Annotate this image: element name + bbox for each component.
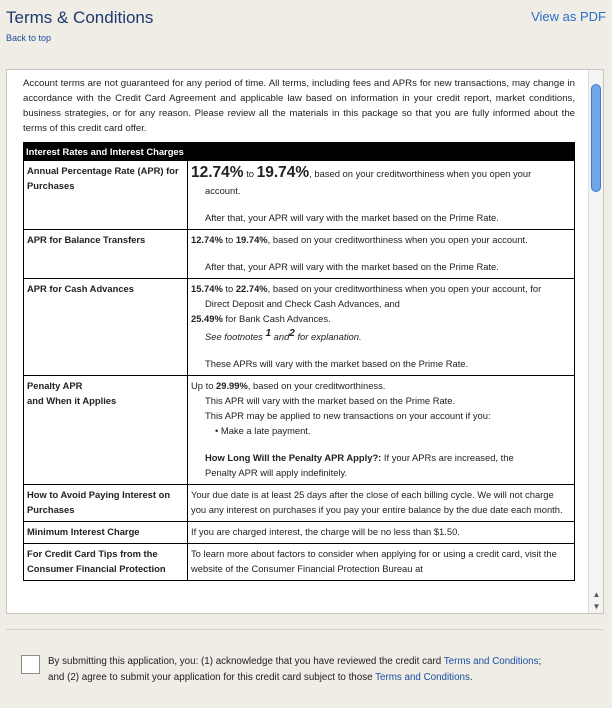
purchase-rate-high: 19.74% (256, 164, 310, 181)
cash-note: These APRs will vary with the market based on the Prime Rate. (205, 358, 469, 370)
penalty-suffix: , based on your creditworthiness. (247, 380, 386, 392)
penalty-label-2: and When it Applies (27, 395, 117, 407)
scroll-up-arrow-icon[interactable]: ▲ (592, 590, 601, 599)
table-row (24, 522, 575, 544)
terms-content (7, 70, 589, 613)
scrollbar-thumb[interactable] (591, 84, 601, 192)
row-value-penalty-apr (188, 376, 575, 485)
row-label-tips: For Credit Card Tips from the Consumer Financial Protection (24, 544, 188, 581)
footnote-pre: See footnotes (205, 331, 266, 343)
purchase-note: After that, your APR will vary with the market based on the Prime Rate. (205, 212, 499, 223)
footnote-post: for explanation. (294, 331, 362, 343)
cash-rate-to: to (225, 283, 234, 294)
cash-rate-low: 15.74% (191, 283, 223, 294)
agreement-text-1: By submitting this application, you: (1) acknowledge that you have reviewed the credit card (48, 656, 444, 667)
agreement-panel (6, 629, 604, 701)
purchase-rate-cont: account. (205, 185, 241, 196)
back-to-top-link[interactable]: Back to top (6, 33, 52, 43)
row-label-avoid-interest: How to Avoid Paying Interest on Purchases (24, 485, 188, 522)
balance-rate-suffix: , based on your creditworthiness when you open your account. (267, 234, 528, 245)
agreement-text-3: and (2) agree to submit your application for this credit card subject to those (48, 672, 376, 683)
footnote-1: 1 (265, 328, 272, 339)
penalty-line-3: This APR may be applied to new transactions on your account if you: (205, 410, 491, 422)
row-value-avoid-interest: Your due date is at least 25 days after the close of each billing cycle. We will not charge you any interest on purchases if you pay your entire balance by the due date each month. (188, 485, 575, 522)
intro-paragraph: Account terms are not guaranteed for any period of time. All terms, including fees and APRs for new transactions, may change in accordance with the Credit Card Agreement and applicable law based on information in your credit report, market conditions, business strategies, or for any reason. Please review all the materials in this package so that you are fully informed about the terms of this credit card offer. (23, 78, 575, 134)
penalty-answer-cont: Penalty APR will apply indefinitely. (205, 467, 348, 479)
cash-rate-cont: Direct Deposit and Check Cash Advances, and (205, 298, 400, 309)
page-header (0, 0, 612, 60)
purchase-rate-to: to (246, 168, 255, 179)
penalty-question: How Long Will the Penalty APR Apply?: (205, 452, 382, 464)
bank-cash-suffix: for Bank Cash Advances. (222, 313, 331, 324)
scroll-down-arrow-icon[interactable]: ▼ (592, 602, 601, 611)
balance-note: After that, your APR will vary with the market based on the Prime Rate. (205, 261, 499, 272)
view-as-pdf-link[interactable]: View as PDF (531, 9, 606, 24)
penalty-line-2: This APR will vary with the market based on the Prime Rate. (205, 395, 456, 407)
row-label-purchase-apr: Annual Percentage Rate (APR) for Purchases (24, 161, 188, 230)
purchase-rate-low: 12.74% (191, 164, 244, 181)
terms-scroll-box[interactable] (6, 69, 604, 614)
table-heading: Interest Rates and Interest Charges (24, 143, 575, 161)
row-value-purchase-apr (188, 161, 575, 230)
footnote-mid: and (271, 331, 290, 343)
balance-rate-to: to (225, 234, 234, 245)
table-row (24, 279, 575, 376)
interest-rates-table (23, 142, 575, 581)
penalty-bullet: • Make a late payment. (215, 425, 311, 437)
cash-footnote (191, 326, 571, 344)
footnote-2: 2 (289, 328, 295, 339)
penalty-label-1: Penalty APR (27, 380, 83, 392)
vertical-scrollbar[interactable] (588, 70, 603, 613)
agreement-text-4: . (469, 672, 473, 683)
row-value-balance-apr (188, 230, 575, 279)
agree-checkbox[interactable] (21, 655, 40, 674)
table-row (24, 376, 575, 485)
cash-rate-suffix: , based on your creditworthiness when you open your account, for (267, 283, 542, 294)
table-row (24, 544, 575, 581)
row-value-minimum-charge: If you are charged interest, the charge will be no less than $1.50. (188, 522, 575, 544)
row-label-balance-apr: APR for Balance Transfers (24, 230, 188, 279)
balance-rate-high: 19.74% (235, 234, 268, 245)
row-label-cash-apr: APR for Cash Advances (24, 279, 188, 376)
table-row (24, 161, 575, 230)
balance-rate-low: 12.74% (191, 234, 223, 245)
terms-link-2[interactable]: Terms and Conditions (375, 672, 470, 683)
terms-link-1[interactable]: Terms and Conditions (443, 656, 539, 667)
table-row (24, 230, 575, 279)
bank-cash-rate: 25.49% (191, 313, 223, 324)
row-value-cash-apr (188, 279, 575, 376)
penalty-prefix: Up to (191, 380, 217, 392)
penalty-answer: If your APRs are increased, the (381, 452, 514, 464)
penalty-rate: 29.99% (216, 380, 248, 392)
page-title: Terms & Conditions (6, 8, 154, 27)
agreement-text-2: ; (538, 656, 542, 667)
row-label-penalty-apr (24, 376, 188, 485)
row-label-minimum-charge: Minimum Interest Charge (24, 522, 188, 544)
agreement-text (48, 654, 588, 686)
purchase-rate-suffix: , based on your creditworthiness when you open your (309, 168, 532, 179)
row-value-tips: To learn more about factors to consider when applying for or using a credit card, visit the website of the Consumer Financial Protection Bureau at (188, 544, 575, 581)
table-row (24, 485, 575, 522)
cash-rate-high: 22.74% (235, 283, 268, 294)
